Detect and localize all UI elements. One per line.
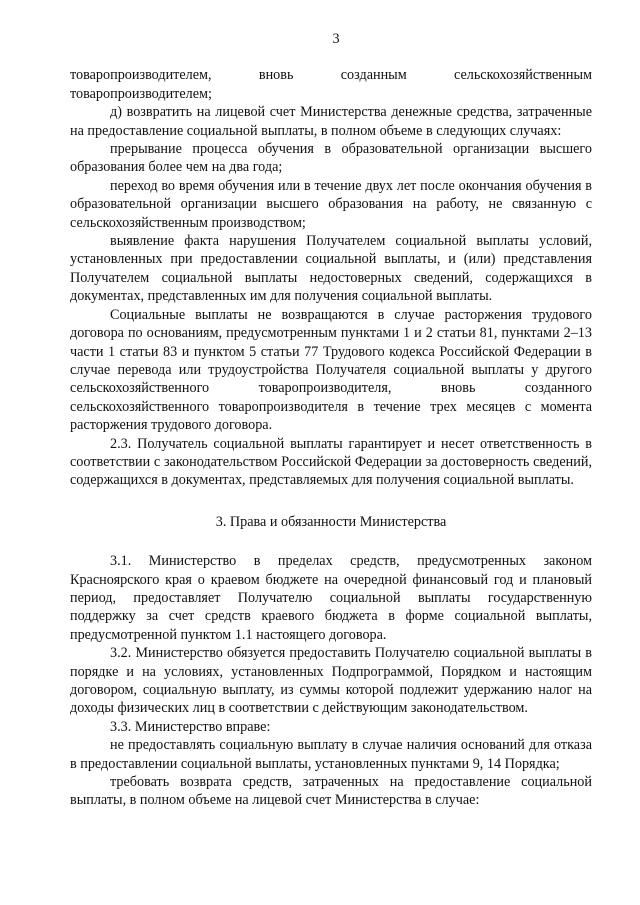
- paragraph: Социальные выплаты не возвращаются в случае расторжения трудового договора по основаниям, предусмотренным пунктами 1 и 2 статьи 81, пунктами 2–13 части 1 статьи 83 и пунктом 5 статьи 77 Трудового кодекса Российской Федерации в случае перевода или трудоустройства Получателя социальной выплаты у другого сельскохозяйственного товаропроизводителя, вновь созданного сельскохозяйственного товаропроизводителя в течение трех месяцев с момента расторжения трудового договора.: [70, 306, 592, 434]
- paragraph: товаропроизводителем, вновь созданным сельскохозяйственным товаропроизводителем;: [70, 67, 592, 102]
- paragraph: переход во время обучения или в течение двух лет после окончания обучения в образовательной организации высшего образования на работу, не связанную с сельскохозяйственным производством;: [70, 177, 592, 231]
- text-block-after-heading: [70, 552, 592, 810]
- paragraph: 3.3. Министерство вправе:: [110, 718, 271, 735]
- paragraph: не предоставлять социальную выплату в случае наличия оснований для отказа в предоставлении социальной выплаты, установленных пунктами 9, 14 Порядка;: [70, 737, 592, 772]
- paragraph: д) возвратить на лицевой счет Министерства денежные средства, затраченные на предоставление социальной выплаты, в полном объеме в следующих случаях:: [70, 104, 592, 139]
- paragraph: прерывание процесса обучения в образовательной организации высшего образования более чем на два года;: [70, 141, 592, 176]
- paragraph: 3.2. Министерство обязуется предоставить Получателю социальной выплаты в порядке и на условиях, установленных Подпрограммой, Порядком и настоящим договором, социальную выплату, из суммы которой подлежит удержанию налог на доходы физических лиц в соответствии с действующим законодательством.: [70, 645, 592, 717]
- section-heading: 3. Права и обязанности Министерства: [215, 513, 447, 530]
- paragraph: выявление факта нарушения Получателем социальной выплаты условий, установленных при предоставлении социальной выплаты, и (или) представления Получателем социальной выплаты недостоверных сведений, содержащихся в документах, представленных им для получения социальной выплаты.: [70, 233, 592, 305]
- paragraph: 3.1. Министерство в пределах средств, предусмотренных законом Красноярского края о краевом бюджете на очередной финансовый год и плановый период, предоставляет Получателю социальной выплаты государственную поддержку за счет средств краевого бюджета в форме социальной выплаты, предусмотренной пунктом 1.1 настоящего договора.: [70, 553, 592, 643]
- text-block-before-heading: [70, 66, 592, 489]
- paragraph: 2.3. Получатель социальной выплаты гарантирует и несет ответственность в соответствии с законодательством Российской Федерации за достоверность сведений, содержащихся в документах, представляемых для получения социальной выплаты.: [70, 435, 592, 489]
- page-number: 3: [332, 31, 340, 47]
- paragraph: требовать возврата средств, затраченных на предоставление социальной выплаты, в полном объеме на лицевой счет Министерства в случае:: [70, 774, 592, 809]
